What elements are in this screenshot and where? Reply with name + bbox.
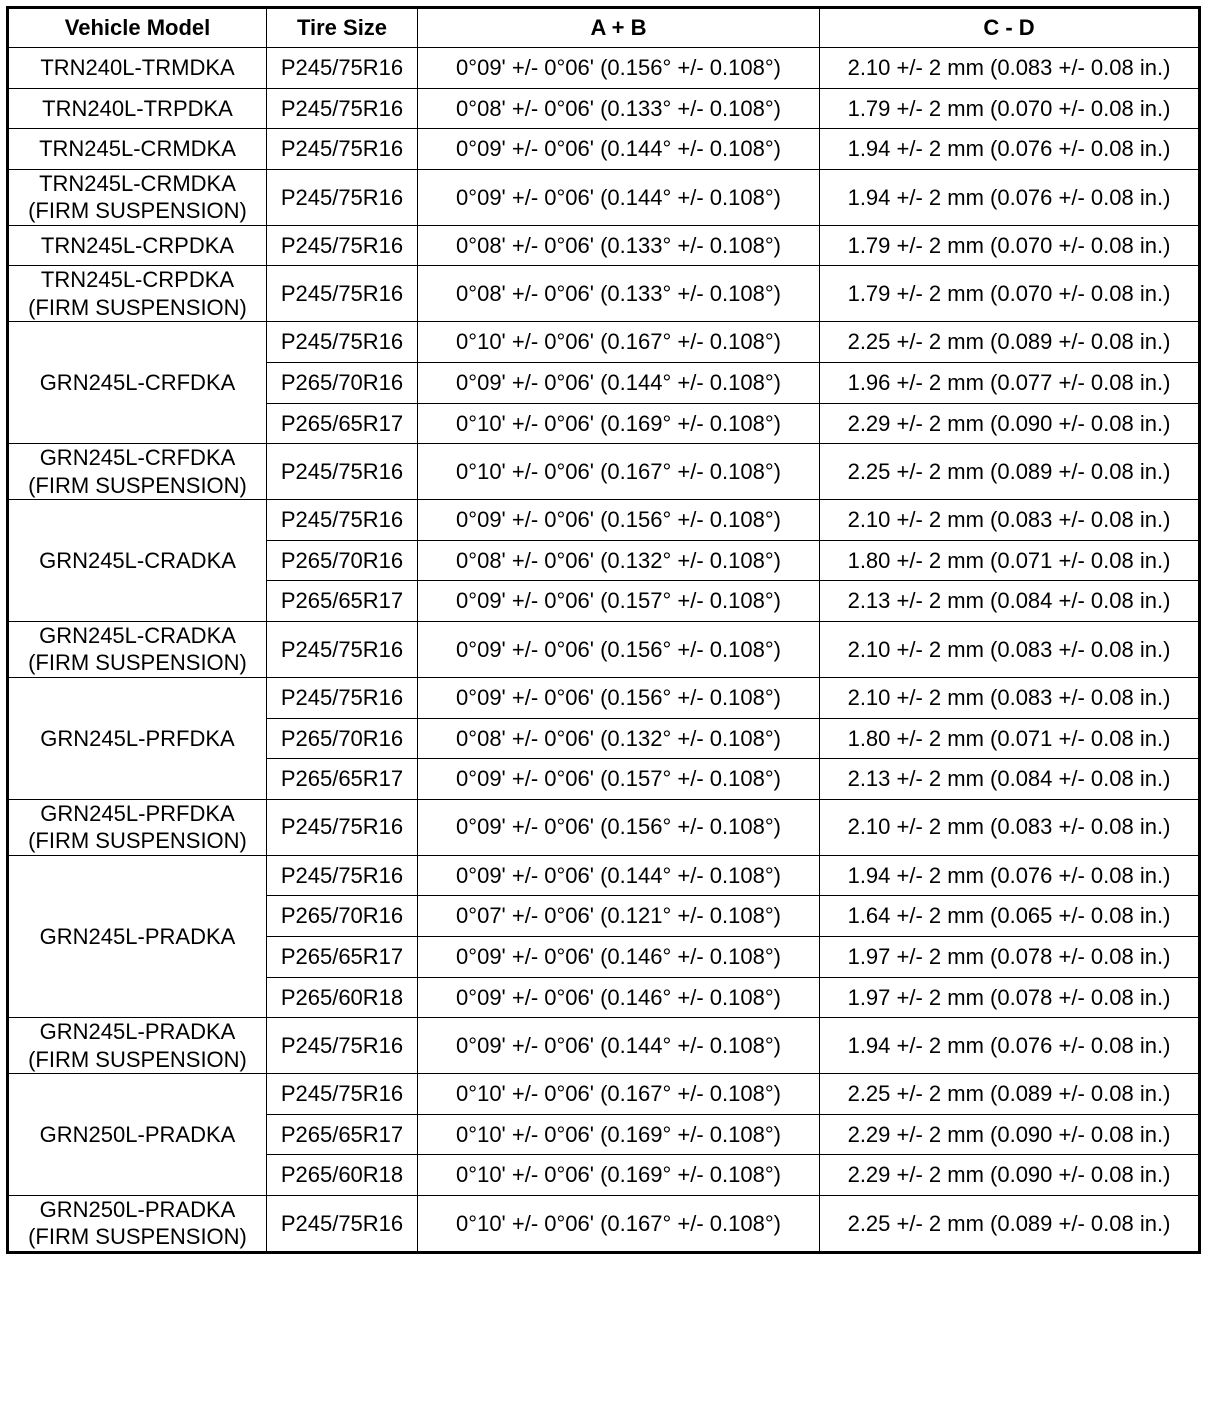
vehicle-model-cell: GRN245L-CRADKA (FIRM SUSPENSION) (8, 621, 267, 677)
vehicle-model-cell: GRN250L-PRADKA (FIRM SUSPENSION) (8, 1195, 267, 1252)
a-plus-b-cell: 0°08' +/- 0°06' (0.132° +/- 0.108°) (418, 718, 820, 759)
tire-size-cell: P265/65R17 (267, 1114, 418, 1155)
c-minus-d-cell: 2.29 +/- 2 mm (0.090 +/- 0.08 in.) (820, 403, 1200, 444)
a-plus-b-cell: 0°08' +/- 0°06' (0.133° +/- 0.108°) (418, 225, 820, 266)
table-row (8, 225, 1200, 266)
table-row (8, 855, 1200, 896)
header-c-minus-d: C - D (820, 8, 1200, 48)
c-minus-d-cell: 1.80 +/- 2 mm (0.071 +/- 0.08 in.) (820, 718, 1200, 759)
table-row (8, 129, 1200, 170)
a-plus-b-cell: 0°10' +/- 0°06' (0.167° +/- 0.108°) (418, 1195, 820, 1252)
tire-size-cell: P265/70R16 (267, 718, 418, 759)
c-minus-d-cell: 1.79 +/- 2 mm (0.070 +/- 0.08 in.) (820, 266, 1200, 322)
a-plus-b-cell: 0°10' +/- 0°06' (0.169° +/- 0.108°) (418, 1155, 820, 1196)
c-minus-d-cell: 2.29 +/- 2 mm (0.090 +/- 0.08 in.) (820, 1114, 1200, 1155)
header-tire-size: Tire Size (267, 8, 418, 48)
header-row (8, 8, 1200, 48)
tire-size-cell: P265/70R16 (267, 540, 418, 581)
vehicle-model-cell: GRN245L-PRFDKA (8, 677, 267, 799)
a-plus-b-cell: 0°09' +/- 0°06' (0.157° +/- 0.108°) (418, 759, 820, 800)
tire-size-cell: P245/75R16 (267, 677, 418, 718)
tire-size-cell: P245/75R16 (267, 266, 418, 322)
a-plus-b-cell: 0°09' +/- 0°06' (0.144° +/- 0.108°) (418, 129, 820, 170)
tire-size-cell: P265/65R17 (267, 936, 418, 977)
a-plus-b-cell: 0°09' +/- 0°06' (0.146° +/- 0.108°) (418, 977, 820, 1018)
table-row (8, 1018, 1200, 1074)
a-plus-b-cell: 0°09' +/- 0°06' (0.156° +/- 0.108°) (418, 677, 820, 718)
tire-size-cell: P245/75R16 (267, 1018, 418, 1074)
table-header (8, 8, 1200, 48)
c-minus-d-cell: 1.94 +/- 2 mm (0.076 +/- 0.08 in.) (820, 129, 1200, 170)
c-minus-d-cell: 1.79 +/- 2 mm (0.070 +/- 0.08 in.) (820, 225, 1200, 266)
table-row (8, 322, 1200, 363)
vehicle-model-cell: TRN245L-CRPDKA (FIRM SUSPENSION) (8, 266, 267, 322)
c-minus-d-cell: 1.97 +/- 2 mm (0.078 +/- 0.08 in.) (820, 977, 1200, 1018)
c-minus-d-cell: 2.25 +/- 2 mm (0.089 +/- 0.08 in.) (820, 1074, 1200, 1115)
table-row (8, 48, 1200, 89)
table-row (8, 1074, 1200, 1115)
a-plus-b-cell: 0°09' +/- 0°06' (0.144° +/- 0.108°) (418, 1018, 820, 1074)
a-plus-b-cell: 0°10' +/- 0°06' (0.169° +/- 0.108°) (418, 403, 820, 444)
table-row (8, 1195, 1200, 1252)
table-row (8, 266, 1200, 322)
a-plus-b-cell: 0°09' +/- 0°06' (0.156° +/- 0.108°) (418, 621, 820, 677)
tire-size-cell: P245/75R16 (267, 169, 418, 225)
c-minus-d-cell: 1.94 +/- 2 mm (0.076 +/- 0.08 in.) (820, 169, 1200, 225)
a-plus-b-cell: 0°09' +/- 0°06' (0.146° +/- 0.108°) (418, 936, 820, 977)
tire-size-cell: P245/75R16 (267, 444, 418, 500)
c-minus-d-cell: 2.10 +/- 2 mm (0.083 +/- 0.08 in.) (820, 48, 1200, 89)
c-minus-d-cell: 2.13 +/- 2 mm (0.084 +/- 0.08 in.) (820, 581, 1200, 622)
c-minus-d-cell: 2.25 +/- 2 mm (0.089 +/- 0.08 in.) (820, 322, 1200, 363)
tire-size-cell: P245/75R16 (267, 500, 418, 541)
tire-size-cell: P245/75R16 (267, 621, 418, 677)
table-row (8, 88, 1200, 129)
a-plus-b-cell: 0°09' +/- 0°06' (0.144° +/- 0.108°) (418, 362, 820, 403)
c-minus-d-cell: 2.10 +/- 2 mm (0.083 +/- 0.08 in.) (820, 677, 1200, 718)
vehicle-model-cell: GRN245L-CRFDKA (FIRM SUSPENSION) (8, 444, 267, 500)
header-a-plus-b: A + B (418, 8, 820, 48)
table-row (8, 799, 1200, 855)
a-plus-b-cell: 0°10' +/- 0°06' (0.167° +/- 0.108°) (418, 322, 820, 363)
tire-size-cell: P265/65R17 (267, 759, 418, 800)
c-minus-d-cell: 2.25 +/- 2 mm (0.089 +/- 0.08 in.) (820, 1195, 1200, 1252)
tire-size-cell: P245/75R16 (267, 799, 418, 855)
vehicle-model-cell: TRN240L-TRMDKA (8, 48, 267, 89)
a-plus-b-cell: 0°08' +/- 0°06' (0.133° +/- 0.108°) (418, 266, 820, 322)
tire-size-cell: P245/75R16 (267, 225, 418, 266)
tire-size-cell: P245/75R16 (267, 1195, 418, 1252)
c-minus-d-cell: 1.80 +/- 2 mm (0.071 +/- 0.08 in.) (820, 540, 1200, 581)
vehicle-model-cell: GRN245L-CRADKA (8, 500, 267, 622)
c-minus-d-cell: 2.13 +/- 2 mm (0.084 +/- 0.08 in.) (820, 759, 1200, 800)
vehicle-model-cell: GRN245L-PRADKA (FIRM SUSPENSION) (8, 1018, 267, 1074)
tire-size-cell: P265/60R18 (267, 977, 418, 1018)
vehicle-model-cell: TRN240L-TRPDKA (8, 88, 267, 129)
c-minus-d-cell: 1.94 +/- 2 mm (0.076 +/- 0.08 in.) (820, 1018, 1200, 1074)
vehicle-model-cell: TRN245L-CRMDKA (FIRM SUSPENSION) (8, 169, 267, 225)
tire-size-cell: P265/65R17 (267, 581, 418, 622)
tire-size-cell: P265/70R16 (267, 362, 418, 403)
c-minus-d-cell: 2.10 +/- 2 mm (0.083 +/- 0.08 in.) (820, 621, 1200, 677)
table-row (8, 621, 1200, 677)
c-minus-d-cell: 1.94 +/- 2 mm (0.076 +/- 0.08 in.) (820, 855, 1200, 896)
c-minus-d-cell: 2.29 +/- 2 mm (0.090 +/- 0.08 in.) (820, 1155, 1200, 1196)
c-minus-d-cell: 1.64 +/- 2 mm (0.065 +/- 0.08 in.) (820, 896, 1200, 937)
alignment-spec-table (6, 6, 1201, 1254)
a-plus-b-cell: 0°07' +/- 0°06' (0.121° +/- 0.108°) (418, 896, 820, 937)
table-row (8, 169, 1200, 225)
table-row (8, 500, 1200, 541)
vehicle-model-cell: TRN245L-CRPDKA (8, 225, 267, 266)
tire-size-cell: P265/70R16 (267, 896, 418, 937)
tire-size-cell: P245/75R16 (267, 855, 418, 896)
vehicle-model-cell: GRN245L-CRFDKA (8, 322, 267, 444)
c-minus-d-cell: 1.79 +/- 2 mm (0.070 +/- 0.08 in.) (820, 88, 1200, 129)
a-plus-b-cell: 0°09' +/- 0°06' (0.157° +/- 0.108°) (418, 581, 820, 622)
tire-size-cell: P265/65R17 (267, 403, 418, 444)
table-row (8, 444, 1200, 500)
tire-size-cell: P245/75R16 (267, 48, 418, 89)
table-body (8, 48, 1200, 1253)
a-plus-b-cell: 0°09' +/- 0°06' (0.144° +/- 0.108°) (418, 169, 820, 225)
tire-size-cell: P245/75R16 (267, 1074, 418, 1115)
a-plus-b-cell: 0°08' +/- 0°06' (0.133° +/- 0.108°) (418, 88, 820, 129)
a-plus-b-cell: 0°09' +/- 0°06' (0.156° +/- 0.108°) (418, 799, 820, 855)
c-minus-d-cell: 2.10 +/- 2 mm (0.083 +/- 0.08 in.) (820, 799, 1200, 855)
a-plus-b-cell: 0°10' +/- 0°06' (0.167° +/- 0.108°) (418, 1074, 820, 1115)
tire-size-cell: P245/75R16 (267, 322, 418, 363)
c-minus-d-cell: 1.96 +/- 2 mm (0.077 +/- 0.08 in.) (820, 362, 1200, 403)
a-plus-b-cell: 0°09' +/- 0°06' (0.144° +/- 0.108°) (418, 855, 820, 896)
vehicle-model-cell: GRN250L-PRADKA (8, 1074, 267, 1196)
table-row (8, 677, 1200, 718)
tire-size-cell: P245/75R16 (267, 129, 418, 170)
c-minus-d-cell: 2.10 +/- 2 mm (0.083 +/- 0.08 in.) (820, 500, 1200, 541)
c-minus-d-cell: 2.25 +/- 2 mm (0.089 +/- 0.08 in.) (820, 444, 1200, 500)
a-plus-b-cell: 0°09' +/- 0°06' (0.156° +/- 0.108°) (418, 48, 820, 89)
a-plus-b-cell: 0°10' +/- 0°06' (0.169° +/- 0.108°) (418, 1114, 820, 1155)
vehicle-model-cell: GRN245L-PRFDKA (FIRM SUSPENSION) (8, 799, 267, 855)
vehicle-model-cell: GRN245L-PRADKA (8, 855, 267, 1017)
header-vehicle-model: Vehicle Model (8, 8, 267, 48)
tire-size-cell: P245/75R16 (267, 88, 418, 129)
a-plus-b-cell: 0°09' +/- 0°06' (0.156° +/- 0.108°) (418, 500, 820, 541)
c-minus-d-cell: 1.97 +/- 2 mm (0.078 +/- 0.08 in.) (820, 936, 1200, 977)
a-plus-b-cell: 0°10' +/- 0°06' (0.167° +/- 0.108°) (418, 444, 820, 500)
tire-size-cell: P265/60R18 (267, 1155, 418, 1196)
vehicle-model-cell: TRN245L-CRMDKA (8, 129, 267, 170)
a-plus-b-cell: 0°08' +/- 0°06' (0.132° +/- 0.108°) (418, 540, 820, 581)
